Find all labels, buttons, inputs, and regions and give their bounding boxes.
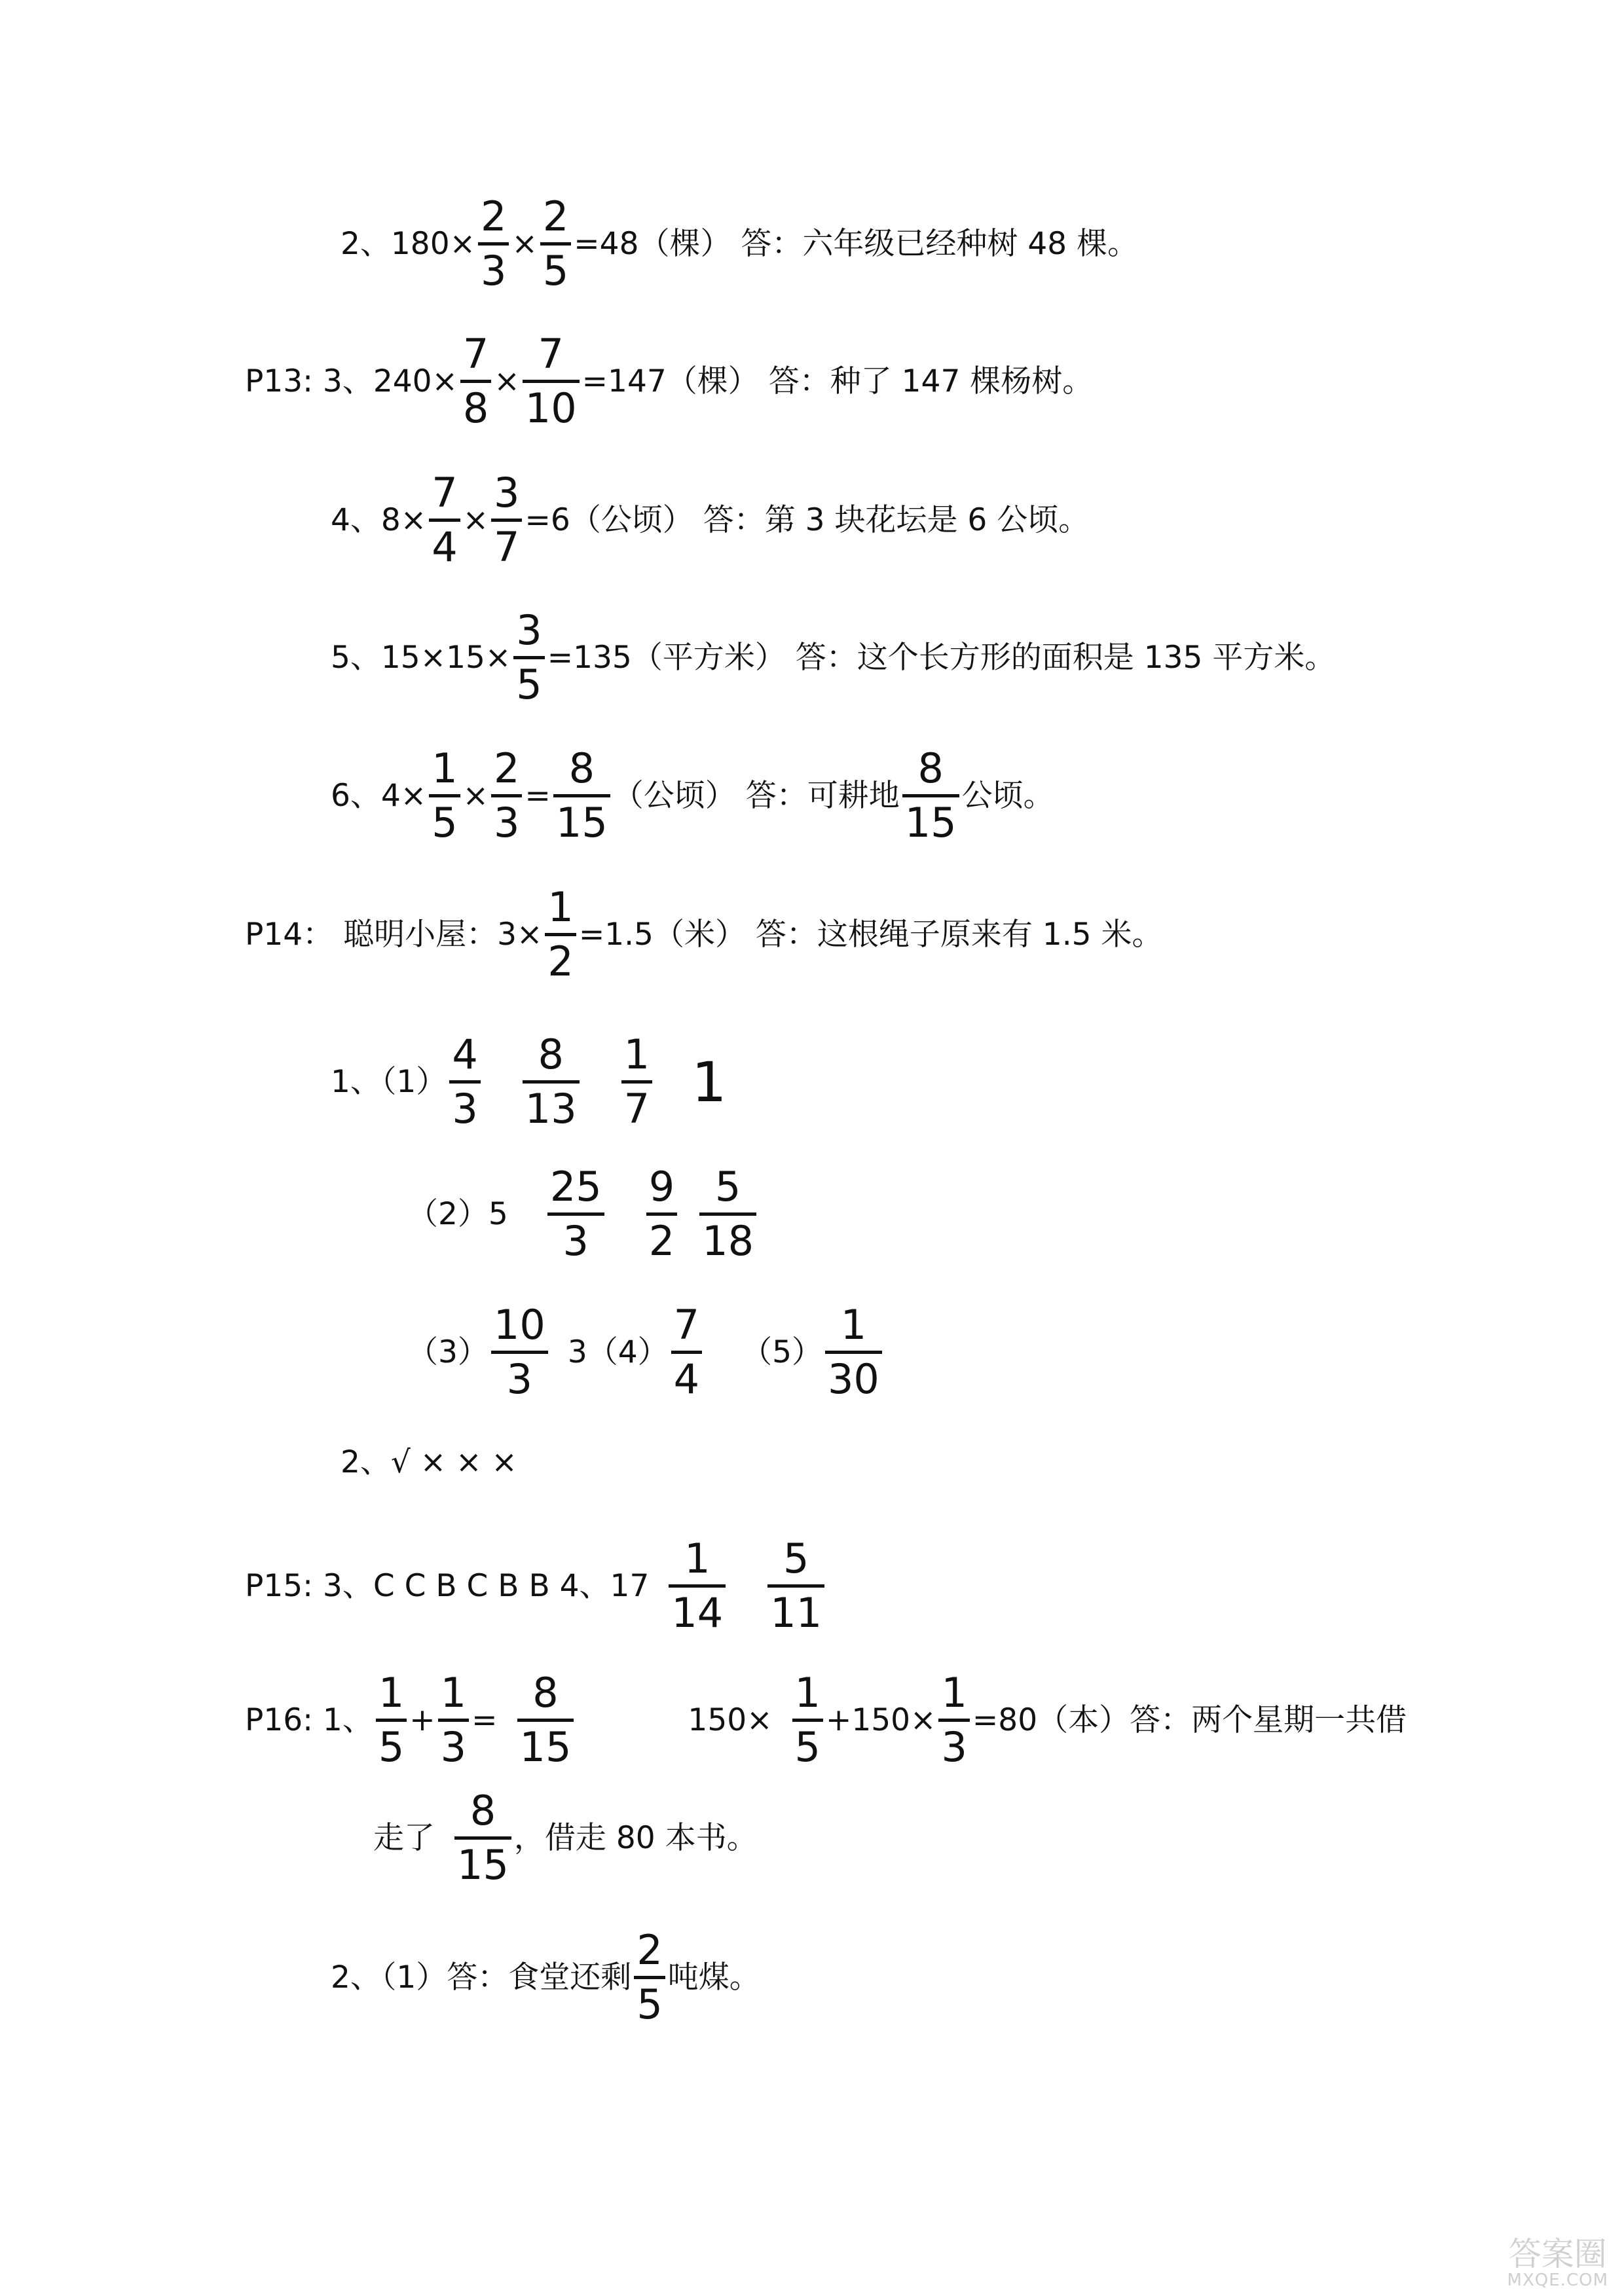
- expr-text: P15: 3、C C B C B B 4、17: [245, 1568, 650, 1604]
- result-text: =147（棵） 答：种了 147 棵杨树。: [581, 363, 1094, 399]
- watermark-title: 答案圈: [1508, 2235, 1607, 2274]
- fraction: 2 3: [478, 196, 509, 291]
- fraction: 1 30: [825, 1305, 882, 1400]
- answer-line-p16-2-1: [331, 1926, 760, 2028]
- answer-line-1-part-2: [407, 1163, 759, 1265]
- fraction: 25 3: [547, 1167, 604, 1262]
- answer-line-2-tree-planting: [341, 192, 1139, 295]
- operator: ×: [462, 502, 489, 538]
- fraction: 2 5: [540, 196, 571, 291]
- expr-text: 150×: [688, 1702, 773, 1738]
- fraction: 5 18: [699, 1167, 756, 1262]
- unit-text: 吨煤。: [667, 1959, 760, 1995]
- fraction: 8 15: [454, 1791, 511, 1886]
- answer-line-p13-3: [245, 330, 1094, 432]
- operator: ×: [511, 226, 538, 262]
- answer-line-2-true-false: [341, 1444, 517, 1480]
- fraction: 8 15: [517, 1673, 574, 1768]
- result-text: =135（平方米） 答：这个长方形的面积是 135 平方米。: [547, 640, 1336, 676]
- marks-text: 2、√ × × ×: [341, 1444, 517, 1480]
- answer-line-p15: [245, 1535, 827, 1637]
- fraction: 3 5: [513, 610, 544, 705]
- label-text: （5）: [741, 1334, 822, 1370]
- operator: +: [409, 1702, 435, 1738]
- fraction: 1 14: [669, 1539, 726, 1633]
- fraction: 1 5: [376, 1673, 407, 1768]
- operator: ×: [462, 778, 489, 814]
- operator: ×: [494, 363, 520, 399]
- expr-text: 2、（1）答：食堂还剩: [331, 1959, 632, 1995]
- answer-line-1-part-1: [331, 1030, 727, 1133]
- result-text: ，借走 80 本书。: [513, 1820, 758, 1856]
- fraction: 7 8: [460, 334, 491, 429]
- unit-text: 公顷。: [961, 778, 1054, 814]
- result-text: =6（公顷） 答：第 3 块花坛是 6 公顷。: [525, 502, 1090, 538]
- label-text: （3）: [407, 1334, 489, 1370]
- result-text: =48（棵） 答：六年级已经种树 48 棵。: [574, 226, 1139, 262]
- fraction: 9 2: [646, 1167, 677, 1262]
- operator: =: [471, 1702, 498, 1738]
- fraction: 7 4: [671, 1305, 702, 1400]
- expr-text: 4、8×: [331, 502, 427, 538]
- fraction: 7 4: [429, 473, 460, 568]
- result-text: （公顷） 答：可耕地: [612, 778, 900, 814]
- operator: =: [525, 778, 551, 814]
- fraction: 3 7: [491, 473, 522, 568]
- expr-text: 5、15×15×: [331, 640, 511, 676]
- watermark-url: MXQE.COM: [1507, 2270, 1608, 2290]
- fraction: 1 7: [621, 1034, 652, 1129]
- result-text: =1.5（米） 答：这根绳子原来有 1.5 米。: [578, 917, 1163, 953]
- answer-line-p16-1-continued: [373, 1787, 758, 1889]
- label-text: 3（4）: [567, 1334, 669, 1370]
- fraction: 8 13: [523, 1034, 580, 1129]
- fraction: 1 2: [545, 887, 576, 982]
- fraction: 1 5: [429, 748, 460, 843]
- answer-line-6-farmland: [331, 744, 1054, 847]
- whole-number: 1: [692, 1049, 727, 1114]
- expr-text: 2、180×: [341, 226, 475, 262]
- answer-line-p16-1: [245, 1669, 1407, 1771]
- label-text: （2）5: [407, 1196, 508, 1232]
- answer-line-p14-smart-house: [245, 883, 1163, 985]
- fraction: 5 11: [767, 1539, 824, 1633]
- watermark-logo: [1507, 2237, 1608, 2289]
- fraction: 8 15: [553, 748, 610, 843]
- fraction: 7 10: [523, 334, 580, 429]
- result-text: =80（本）答：两个星期一共借: [972, 1702, 1407, 1738]
- fraction: 2 5: [634, 1930, 665, 2025]
- fraction: 1 3: [938, 1673, 969, 1768]
- answer-line-5-rectangle-area: [331, 606, 1336, 708]
- fraction: 4 3: [449, 1034, 480, 1129]
- fraction: 1 3: [438, 1673, 469, 1768]
- answer-line-4-flowerbed: [331, 469, 1090, 571]
- expr-text: P13: 3、240×: [245, 363, 458, 399]
- expr-text: 6、4×: [331, 778, 427, 814]
- expr-text: 走了: [373, 1820, 435, 1856]
- expr-text: P14： 聪明小屋：3×: [245, 917, 543, 953]
- fraction: 1 5: [792, 1673, 823, 1768]
- fraction: 8 15: [902, 748, 959, 843]
- fraction: 2 3: [491, 748, 522, 843]
- label-text: 1、（1）: [331, 1064, 447, 1100]
- expr-text: +150×: [825, 1702, 936, 1738]
- fraction: 10 3: [491, 1305, 548, 1400]
- expr-text: P16: 1、: [245, 1702, 373, 1738]
- answer-line-1-part-3-4-5: [407, 1301, 885, 1403]
